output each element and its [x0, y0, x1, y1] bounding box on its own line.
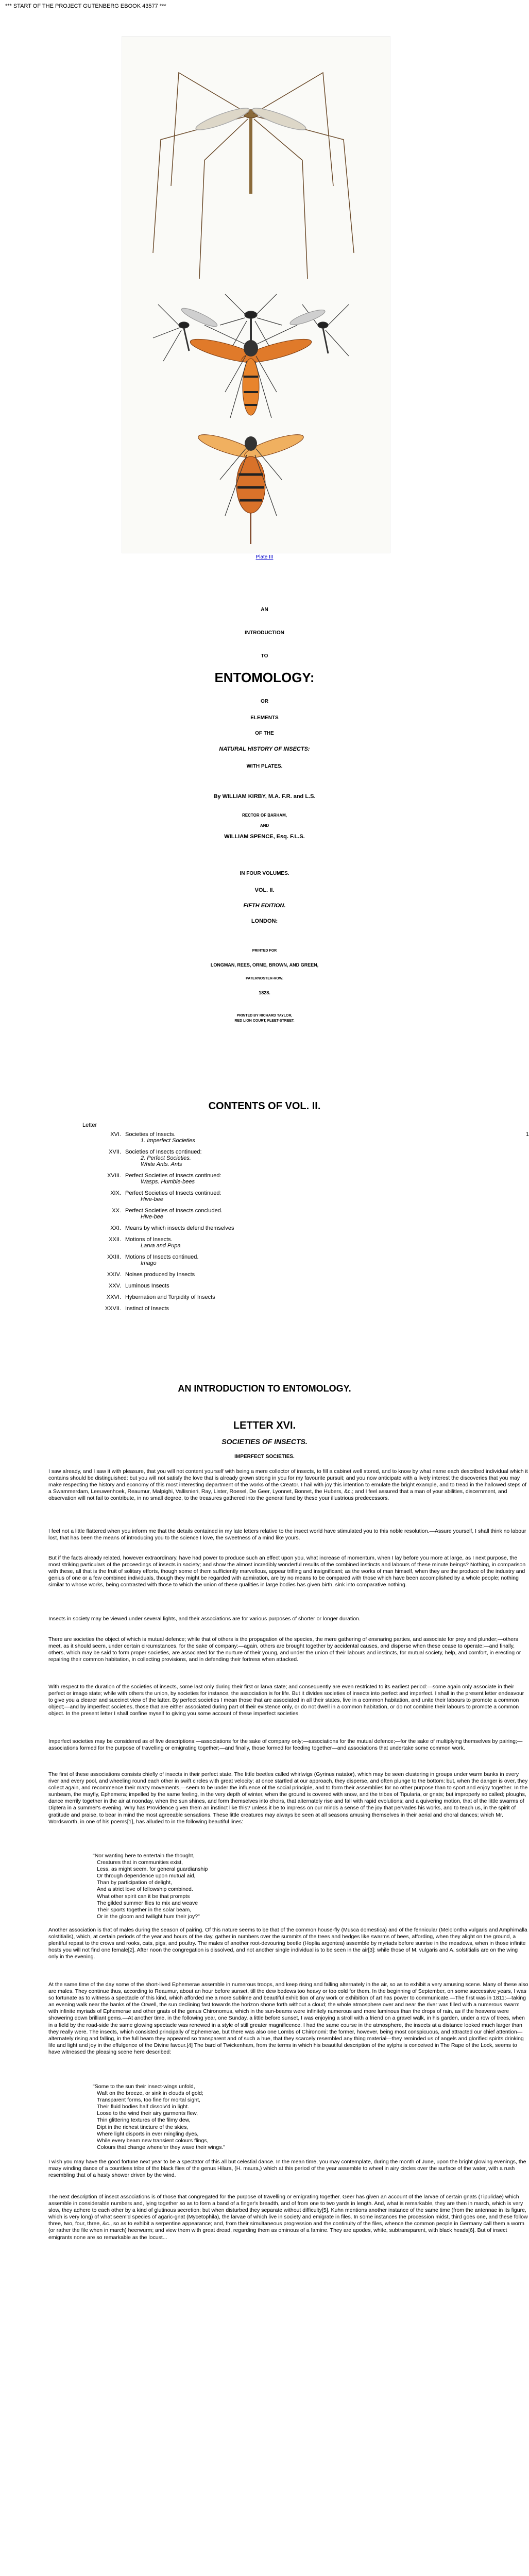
plate-link[interactable]: Plate III: [255, 554, 274, 560]
title-vol: VOL. II.: [254, 887, 275, 893]
contents-row-page[interactable]: [519, 1254, 529, 1266]
poem-line: Less, as might seem, for general guardianship: [97, 1866, 208, 1873]
contents-row-title[interactable]: [125, 1190, 519, 1202]
paragraph-1: I saw already, and I saw it with pleasure, that you will not content yourself with being a mere collector of insects, to fill a cabinet well stored, and to know by what name each described individual which it contains should be distinguished: but you will not satisfy the love that is already grown strong in you for my favourite pursuit; and you now anticipate with a lively interest the discoveries that you may make respecting the history and economy of this most interesting department of the works of the Creator. I hail with joy this intention to emulate the bright example, and to tread in the hallowed steps of a Swammerdam, Leeuwenhoek, Reaumur, Malpighi, Vallisnieri, Ray, Lister, Roesel, De Geer, Lyonnet, Bonnet, the Hubers, &c.; and I feel assured that a man of your abilities, discernment, and observation will not fail to contribute, in no small degree, to the treasures gathered into the general fund by these your illustrious predecessors.: [48, 1468, 528, 1502]
contents-row: [100, 1254, 529, 1266]
contents-spacer: [100, 1167, 529, 1173]
contents-row-number: XXII.: [109, 1236, 121, 1243]
paragraph-5: There are societies the object of which is mutual defence; while that of others is the propagation of the species, the mere gathering of ensnaring parties, and associate for prey and plunder;—others meet, as it should seem, under certain circumstances, for the sake of company:—again, others are brought together by accidental causes, and disperse when these cease to operate:—and finally, others, which may be said to form proper societies, are associated for the nurture of their young, and under the union of their labours and instincts, for mutual society, help, and comfort, in erecting or repairing their common habitation, in collecting provisions, and in defending their fortress when attacked.: [48, 1636, 521, 1663]
title-to: TO: [261, 653, 268, 659]
intro-heading: AN INTRODUCTION TO ENTOMOLOGY.: [178, 1383, 351, 1394]
contents-row: [100, 1283, 529, 1289]
contents-row: [100, 1173, 529, 1185]
title-an: AN: [261, 607, 268, 613]
contents-row-page[interactable]: 1: [525, 1131, 529, 1138]
poem-line: What other spirit can it be that prompts: [97, 1893, 190, 1900]
bottom-insect-illustration: [196, 430, 305, 544]
poem-line: Waft on the breeze, or sink in clouds of gold;: [97, 2090, 203, 2097]
title-elements: ELEMENTS: [250, 715, 279, 721]
insect-illustration: [122, 37, 390, 553]
paragraph-6: With respect to the duration of the societies of insects, some last only during their first or larva state; and consequently are even restricted to its earliest period:—some again only associate in their perfect or imago state; while with others the union, by societies for instance, the association is for life. But it divides societies of insects into perfect and imperfect. I shall in the present letter endeavour to give you a clearer and succinct view of the latter. By perfect societies I mean those that are associated in all their states, live in a common habitation, and unite their labours to promote a common object;—and by imperfect societies, those that are either associated during part of their existence only, or do not dwell in a common habitation, or do not combine their labours to promote a common object. In the present letter I shall confine myself to giving you some account of these imperfect societies.: [48, 1684, 524, 1717]
title-edition: FIFTH EDITION.: [243, 903, 286, 909]
title-of-the: OF THE: [255, 731, 274, 736]
contents-spacer: [100, 1144, 529, 1149]
contents-row-number: XXIV.: [107, 1272, 121, 1278]
contents-spacer: [100, 1220, 529, 1225]
poem-line: And a strict love of fellowship combined.: [97, 1886, 193, 1893]
author-kirby-role: RECTOR OF BARHAM,: [242, 813, 287, 818]
poem-wordsworth: [93, 1853, 350, 1920]
contents-row-subtitle: Hive-bee: [141, 1214, 164, 1220]
printer-line-1: PRINTED BY RICHARD TAYLOR,: [236, 1014, 293, 1018]
title-publisher: LONGMAN, REES, ORME, BROWN, AND GREEN,: [210, 962, 319, 968]
contents-spacer: [100, 1289, 529, 1294]
letter-subsubheading: IMPERFECT SOCIETIES.: [234, 1454, 295, 1460]
contents-row-title-text[interactable]: Societies of Insects.: [125, 1131, 176, 1138]
paragraph-9: Another association is that of males during the season of pairing. Of this nature seems to be that of the common house-fly (Musca domestica) and of the fennicular (Melolontha vulgaris and Amphimalla solstitialis), which, at certain periods of the year and hours of the day, gather in numbers over the summits of the trees and hedges like swarms of bees, affording, when they alight on the ground, a plentiful repast to the crows and rooks, cats, pigs, and poultry. The males of another root-devouring beetle (Hoplia argentea) assemble by myriads before sunrise in the meadows, when in those infinite hosts you will not find one female[2]. After noon the congregation is dissolved, and not another single individual is to be seen in the air[3]: while those of M. vulgaris and A. solstitialis are on the wing only in the evening.: [48, 1927, 527, 1960]
contents-row-title-text[interactable]: Hybernation and Torpidity of Insects: [125, 1294, 215, 1300]
poem-line: Where light disports in ever mingling dyes,: [97, 2130, 199, 2137]
contents-title: CONTENTS OF VOL. II.: [208, 1100, 321, 1112]
contents-row-subtitle: Hive-bee: [141, 1196, 164, 1202]
poem-line: Creatures that in communities exist,: [97, 1859, 183, 1866]
poem-line: Dipt in the richest tincture of the skies,: [97, 2124, 189, 2130]
letter-heading: LETTER XVI.: [233, 1420, 296, 1431]
contents-row-title-text[interactable]: Luminous Insects: [125, 1283, 169, 1289]
contents-row-number: XXVI.: [106, 1294, 121, 1300]
contents-row-title-text[interactable]: Instinct of Insects: [125, 1306, 169, 1312]
crane-fly-illustration: [153, 73, 354, 279]
gutenberg-start-line: *** START OF THE PROJECT GUTENBERG EBOOK 43577 ***: [5, 3, 166, 9]
paragraph-4: Insects in society may be viewed under several lights, and their associations are for various purposes of shorter or longer duration.: [48, 1616, 361, 1622]
contents-row-page[interactable]: [519, 1173, 529, 1185]
poem-line: While every beam new transient colours flings,: [97, 2137, 209, 2144]
paragraph-8: The first of these associations consists chiefly of insects in their perfect state. The little beetles called whirlwigs (Gyrinus natator), which may be seen clustering in groups under warm banks in every river and every pool, and wheeling round each other in swift circles with great velocity; at once startled at our approach, they disperse, and often plunge to the bottom: but, when the danger is over, they collect again, and recommence their mazy movements,—seem to be under the influence of the social principle, and to form their assemblies for no other purpose than to sport and enjoy together. In the sunbeam, the mayfly, Ephemera; impelled by the same feeling, in the very depth of winter, when the ground is covered with snow, and the tribes of Tipularia, or gnats; but improperly so called; ploughs, dance merrily together in the air at noonday, when the sun shines, and form themselves into choirs, that alternately rise and fall with rapid evolutions; and a quivering motion, that of the little swarms of Diptera in a summer's evening. Why has Providence given them an instinct like this? unless it be to impress on our minds a sense of the joy that pervades his works, and to teach us, in the spirit of gratitude and praise, to bear in mind the most agreeable sensations. These little creatures may always be seen at all seasons amusing themselves in their aerial and choral dances; which Mr. Wordsworth, in one of his poems[1], has alluded to in the following beautiful lines:: [48, 1771, 528, 1825]
contents-row-number: XXI.: [110, 1225, 121, 1231]
contents-row-number: XXVII.: [105, 1306, 121, 1312]
contents-row-page[interactable]: [519, 1208, 529, 1220]
paragraph-11: I wish you may have the good fortune next year to be a spectator of this all but celestial dance. In the mean time, you may contemplate, during the month of June, upon the bright glowing evenings, the mazy winding dance of a countless tribe of the black flies of the genus Hilara, (H. maura,) which at this period of the year assemble to wheel in airy circles over the surface of the water, with a rush resembling that of a hasty shower driven by the wind.: [48, 2159, 526, 2179]
contents-row-title-text[interactable]: Perfect Societies of Insects continued:: [125, 1190, 221, 1196]
contents-row: [100, 1131, 529, 1144]
contents-row-page[interactable]: [519, 1272, 529, 1278]
contents-spacer: [100, 1202, 529, 1208]
poem-line: Loose to the wind their airy garments flew,: [97, 2110, 198, 2117]
contents-row-subtitle: Larva and Pupa: [141, 1243, 181, 1249]
contents-spacer: [100, 1312, 529, 1317]
contents-letter-label: Letter: [82, 1122, 97, 1128]
paragraph-3: But if the facts already related, however extraordinary, have had power to produce such an effect upon you, what increase of momentum, when I lay before you more at large, as I next purpose, the most striking particulars of the proceedings of insects in society; and show the almost incredibly wonderful results of the combined instincts and labours of these minute beings? Nothing, in comparison with these, all that is the fruit of solitary efforts, though some of them sufficiently marvellous, appear trifling and insignificant; as the works of man himself, when they are the produce of the industry and genius of one or a few combined individuals, though they might be regarded with admiration, are by no means to be compared with those which have been accomplished by a whole people; nothing similar to whose works, being contrasted with those to which the union of these qualities in large bodies has given birth, sink into comparative nothing.: [48, 1555, 526, 1588]
contents-row-title[interactable]: [125, 1149, 519, 1167]
contents-spacer: [100, 1249, 529, 1254]
contents-spacer: [100, 1231, 529, 1236]
contents-row-subtitle: 1. Imperfect Societies: [141, 1138, 195, 1144]
contents-row-subtitle: 2. Perfect Societies.: [141, 1155, 191, 1161]
contents-spacer: [100, 1266, 529, 1272]
title-natural-history: NATURAL HISTORY OF INSECTS:: [219, 746, 310, 752]
contents-row-number: XXV.: [108, 1283, 121, 1289]
poem-line: The gilded summer flies to mix and weave: [97, 1900, 198, 1906]
contents-row-title[interactable]: [125, 1208, 519, 1220]
contents-row-title-text[interactable]: Motions of Insects continued.: [125, 1254, 199, 1260]
contents-row-page[interactable]: [519, 1306, 529, 1312]
contents-row-title-text[interactable]: Noises produced by Insects: [125, 1272, 195, 1278]
paragraph-7: Imperfect societies may be considered as of five descriptions:—associations for the sake of company only;—associations for the mutual defence;—for the sake of multiplying themselves by pairing;—associations formed for the purpose of travelling or emigrating together;—and finally, those formed for feeding together—and associations that undertake some common work.: [48, 1738, 523, 1752]
paragraph-12: The next description of insect associations is of those that congregated for the purpose of travelling or emigrating together. Geer has given an account of the larvae of certain gnats (Tipulidae) which assemble in considerable numbers and, lying together so as to form a band of a finger's breadth, and of from one to two yards in length. And, what is remarkable, they are then in march, which is very slow, they adhere to each other by a kind of glutinous secretion; but when disturbed they separate without difficulty[5]. Kuhn mentions another instance of the same time (from the antennae in its figure, which is very long) of what seem'd species of agaric-gnat (Mycetophila), the larvae of which live in society and emigrate in files. In some instances the procession midst, third goes one, and these follow three, two, four, three, &c., so as to exhibit a serpentine appearance; and, from their simultaneous progression and the continuity of the files, whence the common people in Germany call them a worm (or rather the file when in march) heerwurm; and view them with great dread, regarding them as ominous of a famine. They are apodes, white, subtransparent, with black heads[6]. But of insect emigrants none are so remarkable as the locust...: [48, 2194, 528, 2241]
contents-row: [100, 1190, 529, 1202]
contents-row-title-text[interactable]: Perfect Societies of Insects continued:: [125, 1173, 221, 1179]
contents-row-title[interactable]: [125, 1173, 519, 1185]
contents-table: [100, 1131, 529, 1317]
contents-row-page[interactable]: [519, 1283, 529, 1289]
poem-line: Than by participation of delight,: [97, 1879, 172, 1886]
title-place: LONDON:: [251, 918, 278, 924]
contents-row-number: XVIII.: [107, 1173, 121, 1179]
contents-row-title[interactable]: [125, 1294, 519, 1300]
contents-row-number: XVII.: [109, 1149, 121, 1155]
paragraph-10: At the same time of the day some of the short-lived Ephemerae assemble in numerous troops, and keep rising and falling alternately in the air, so as to exhibit a very amusing scene. Many of these also are males. They continue thus, according to Reaumur, about an hour before sunset, till the dew bedews too heavy or too cold for them. In the beginning of September, on some successive years, I was so fortunate as to witness a spectacle of this kind, which afforded me a more sublime and beautiful exhibition of any work or exhibition of art has power to communicate.—The first was in 1811:—taking an evening walk near the banks of the Orwell, the sun declining fast towards the horizon shone forth without a cloud; the whole atmosphere over and near the river was filled with a numerous swarm with infinite myriads of Ephemerae and other gnats of the genus Chironomus, which in the sun-beams were infinitely numerous and more luminous than the drops of rain, as if the heavens were showering down brilliant gems.—At another time, in the following year, one Sunday, a little before sunset, I was enjoying a stroll with a friend on a gravel walk, in his garden, under a row of trees, when in a field by the road-side the same glowing spectacle was renewed in a style of still greater magnificence. I had the same course in the atmosphere, the insects at a distance looked much larger than they really were. The insects, which consisted principally of Ephemerae, but there was also one Lombs of Chironomi: the former, however, being most conspicuous, and attracted our chief attention—alternately rising and falling, in the full beam they appeared so transparent and of such a hue, that they scarcely resembled any thing material—they reminded us of angels and glorified spirits drinking life and light and joy in the effulgence of the Divine favour.[4] The bard of Twickenham, from the terms in which his beautiful description of the sylphs is conceived in The Rape of the Lock, seems to have witnessed the pleasing scene here described:: [48, 1981, 528, 2055]
contents-row-number: XIX.: [110, 1190, 121, 1196]
contents-row-subtitle: Wasps. Humble-bees: [141, 1179, 195, 1185]
title-year: 1828.: [259, 990, 270, 995]
contents-row-subtitle: White Ants. Ants: [141, 1161, 182, 1167]
contents-row: [100, 1236, 529, 1249]
contents-row-page[interactable]: [519, 1149, 529, 1167]
title-volumes: IN FOUR VOLUMES.: [240, 871, 289, 876]
contents-row-title[interactable]: [125, 1236, 519, 1249]
contents-row: [100, 1294, 529, 1300]
author-spence: WILLIAM SPENCE, Esq. F.L.S.: [224, 834, 305, 840]
contents-spacer: [100, 1278, 529, 1283]
contents-row-title-text[interactable]: Motions of Insects.: [125, 1236, 173, 1243]
contents-row-title-text[interactable]: Means by which insects defend themselves: [125, 1225, 234, 1231]
poem-line: "Some to the sun their insect-wings unfold,: [93, 2083, 195, 2090]
author-kirby: By WILLIAM KIRBY, M.A. F.R. and L.S.: [213, 793, 316, 800]
title-printed-for: PRINTED FOR: [252, 949, 277, 953]
poem-line: "Nor wanting here to entertain the thought,: [93, 1853, 195, 1859]
contents-spacer: [100, 1300, 529, 1306]
poem-pope: [93, 2083, 350, 2151]
title-entomology: ENTOMOLOGY:: [214, 670, 315, 685]
title-row: PATERNOSTER-ROW.: [246, 977, 283, 980]
poem-line: Their sports together in the solar beam,: [97, 1906, 192, 1913]
contents-row-page[interactable]: [519, 1225, 529, 1231]
title-with-plates: WITH PLATES.: [246, 764, 283, 769]
contents-row-title-text[interactable]: Societies of Insects continued:: [125, 1149, 202, 1155]
contents-row-title[interactable]: [125, 1131, 519, 1144]
title-or: OR: [261, 699, 268, 704]
poem-line: Or in the gloom and twilight hum their joy?": [97, 1913, 200, 1920]
title-and: AND: [260, 823, 269, 828]
poem-line: Or through dependence upon mutual aid,: [97, 1873, 196, 1879]
contents-row: [100, 1225, 529, 1231]
contents-row-number: XVI.: [110, 1131, 121, 1138]
poem-line: Thin glittering textures of the filmy dew,: [97, 2117, 191, 2124]
frontispiece-plate: [122, 36, 390, 553]
contents-row-title-text[interactable]: Perfect Societies of Insects concluded.: [125, 1208, 223, 1214]
contents-row-number: XXIII.: [107, 1254, 121, 1260]
contents-row-page[interactable]: [519, 1236, 529, 1249]
poem-line: Their fluid bodies half dissolv'd in light.: [97, 2104, 189, 2110]
contents-row: [100, 1208, 529, 1220]
paragraph-2: I feel not a little flattered when you inform me that the details contained in my late letters relative to the insect world have stimulated you to this noble resolution.—Assure yourself, I shall think no labour lost, that has been the means of introducing you to the science I love, the sweetness of a mind like yours.: [48, 1528, 526, 1541]
contents-row-title[interactable]: [125, 1306, 519, 1312]
contents-row: [100, 1272, 529, 1278]
poem-line: Transparent forms, too fine for mortal sight,: [97, 2097, 200, 2104]
contents-row-page[interactable]: [519, 1294, 529, 1300]
printer-line-2: RED LION COURT, FLEET-STREET.: [234, 1019, 295, 1023]
contents-row: [100, 1306, 529, 1312]
contents-row-title[interactable]: [125, 1283, 519, 1289]
contents-row-title[interactable]: [125, 1254, 519, 1266]
contents-row-number: XX.: [112, 1208, 121, 1214]
contents-row-title[interactable]: [125, 1272, 519, 1278]
contents-spacer: [100, 1185, 529, 1190]
contents-row-page[interactable]: [519, 1190, 529, 1202]
title-introduction: INTRODUCTION: [245, 630, 284, 636]
contents-row-subtitle: Imago: [141, 1260, 157, 1266]
poem-line: Colours that change whene'er they wave their wings.": [97, 2144, 226, 2150]
contents-row-title[interactable]: [125, 1225, 519, 1231]
letter-subheading: SOCIETIES OF INSECTS.: [221, 1437, 308, 1446]
contents-row: [100, 1149, 529, 1167]
